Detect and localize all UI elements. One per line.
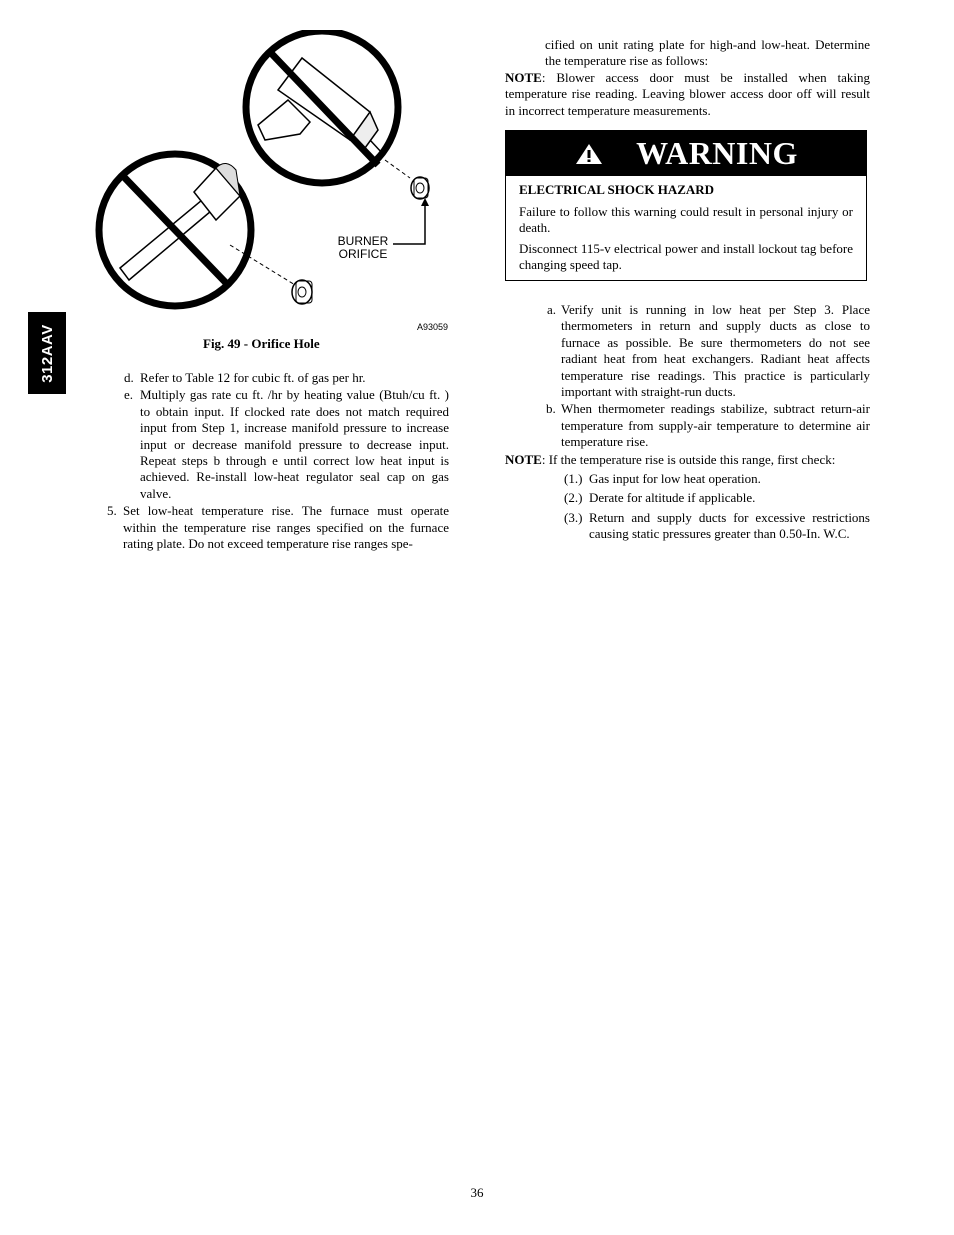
right-column-bottom (505, 302, 870, 543)
step-a-text: Verify unit is running in low heat per Step 3. Place thermometers in return and supply ducts as close to furnace as possible. Be sure thermometers do not see radiant heat from heat exchangers. Radiant heat affects temperature rise readings. This practice is particularly important with straight-run ducts. (561, 302, 870, 400)
left-column (107, 370, 449, 552)
check-2 (505, 490, 870, 506)
warning-text-2: Disconnect 115-v electrical power and install lockout tag before changing speed tap. (519, 241, 853, 272)
orifice-figure (80, 30, 460, 340)
page-number: 36 (470, 1185, 484, 1200)
step-e-text: Multiply gas rate cu ft. /hr by heating value (Btuh/cu ft. ) to obtain input. If clocked rate does not match required input from Step 1, increase manifold pressure to increase input or decrease manifold pressure to decrease input. Repeat steps b through e until correct low heat input is achieved. Re-install low-heat regulator seal cap on gas valve. (140, 387, 449, 501)
warning-triangle-icon (574, 142, 604, 166)
step-d (107, 370, 449, 386)
step-b-label: b. (546, 401, 556, 417)
orifice-icon (292, 280, 312, 304)
warning-hazard: ELECTRICAL SHOCK HAZARD (519, 182, 715, 197)
burner-label-line1: BURNER (337, 234, 389, 248)
warning-text-1: Failure to follow this warning could result in personal injury or death. (519, 204, 853, 235)
check-1-label: (1.) (564, 471, 583, 487)
step-5-text: Set low-heat temperature rise. The furnace must operate within the temperature rise ranges specified on the furnace rating plate. Do not exceed temperature rise ranges spe- (123, 503, 449, 552)
step-d-label: d. (124, 370, 134, 385)
warning-title: WARNING (636, 135, 798, 171)
side-tab (28, 312, 66, 394)
check-2-text: Derate for altitude if applicable. (589, 490, 756, 506)
step-b (505, 401, 870, 450)
note-label: NOTE (505, 69, 542, 85)
orifice-illustration (80, 30, 460, 340)
figure-caption: Fig. 49 - Orifice Hole (203, 336, 320, 351)
check-3-label: (3.) (564, 509, 583, 525)
note-temperature (505, 452, 870, 468)
step-e-label: e. (124, 387, 134, 403)
figure-code: A93059 (417, 322, 449, 332)
note-text: : Blower access door must be installed when taking temperature rise reading. Leaving blower access door off will result in incorrect temperature measurements. (505, 69, 870, 118)
check-3 (505, 510, 870, 543)
burner-orifice-label (333, 235, 393, 261)
step-5 (107, 503, 449, 552)
warning-header (506, 131, 866, 176)
check-2-label: (2.) (564, 490, 583, 506)
orifice-icon (411, 177, 429, 199)
side-tab-label: 312AAV (38, 323, 56, 383)
step-5-label: 5. (107, 503, 117, 519)
step-d-text: Refer to Table 12 for cubic ft. of gas per hr. (140, 370, 366, 385)
continuation-text: cified on unit rating plate for high-and low-heat. Determine the temperature rise as follows: (545, 37, 870, 69)
prohibited-hammer-icon (99, 154, 251, 306)
step-e (107, 387, 449, 502)
step-a (505, 302, 870, 400)
warning-box (505, 130, 867, 281)
note-blower (505, 70, 870, 119)
right-column-top (505, 37, 870, 119)
prohibited-drill-icon (246, 31, 398, 183)
check-1-text: Gas input for low heat operation. (589, 471, 761, 487)
note2-label: NOTE (505, 451, 542, 467)
check-1 (505, 471, 870, 487)
check-3-text: Return and supply ducts for excessive restrictions causing static pressures greater than 0.50-In. W.C. (589, 509, 870, 542)
step-a-label: a. (547, 302, 557, 317)
warning-body (506, 176, 866, 273)
burner-label-line2: ORIFICE (338, 247, 388, 261)
note2-text: : If the temperature rise is outside this range, first check: (541, 451, 836, 467)
step-b-text: When thermometer readings stabilize, subtract return-air temperature from supply-air temperature to determine air temperature rise. (561, 401, 870, 450)
